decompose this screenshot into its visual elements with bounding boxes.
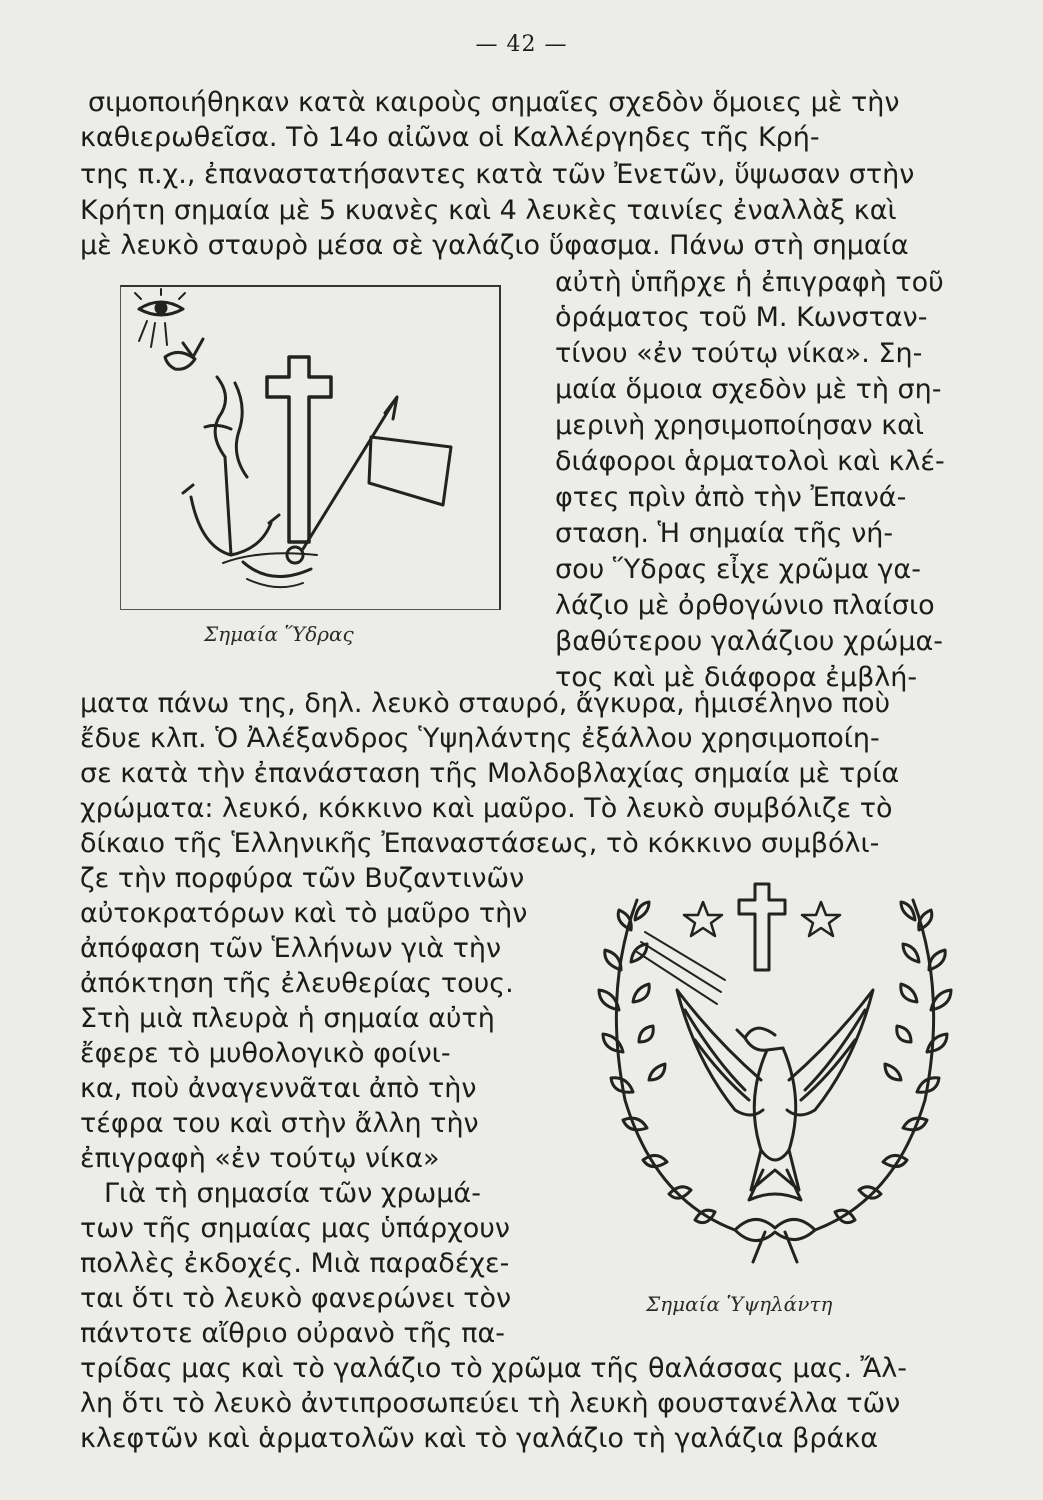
text-line: χρώματα: λευκό, κόκκινο καὶ μαῦρο. Τὸ λευκὸ συμβόλιζε τὸ bbox=[80, 793, 893, 824]
text-line: της π.χ., ἐπαναστατήσαντες κατὰ τῶν Ἐνετῶν, ὕψωσαν στὴν bbox=[80, 159, 915, 190]
text-line: μερινὴ χρησιμοποίησαν καὶ bbox=[555, 410, 925, 441]
text-line: μαία ὅμοια σχεδὸν μὲ τὴ ση- bbox=[555, 374, 942, 405]
text-line: δίκαιο τῆς Ἑλληνικῆς Ἐπαναστάσεως, τὸ κόκκινο συμβόλι- bbox=[80, 828, 880, 859]
text-line: κα, ποὺ ἀναγεννᾶται ἀπὸ τὴν bbox=[80, 1073, 477, 1104]
ypsilantis-flag-caption: Σημαία Ὑψηλάντη bbox=[646, 1292, 833, 1316]
text-line: τίνου «ἐν τούτῳ νίκα». Ση- bbox=[555, 338, 923, 369]
hydra-flag-caption: Σημαία Ὕδρας bbox=[204, 622, 354, 646]
text-line: ἀπόκτηση τῆς ἐλευθερίας τους. bbox=[80, 968, 514, 999]
text-line: κλεφτῶν καὶ ἁρματολῶν καὶ τὸ γαλάζιο τὴ γαλάζια βράκα bbox=[80, 1423, 879, 1454]
text-line: πάντοτε αἴθριο οὐρανὸ τῆς πα- bbox=[80, 1318, 506, 1349]
text-line: σιμοποιήθηκαν κατὰ καιροὺς σημαῖες σχεδὸν ὅμοιες μὲ τὴν bbox=[88, 87, 900, 118]
text-line: Στὴ μιὰ πλευρὰ ἡ σημαία αὐτὴ bbox=[80, 1003, 495, 1034]
text-line: ζε τὴν πορφύρα τῶν Βυζαντινῶν bbox=[80, 863, 525, 894]
text-line: αὐτὴ ὑπῆρχε ἡ ἐπιγραφὴ τοῦ bbox=[555, 267, 944, 298]
text-line: πολλὲς ἐκδοχές. Μιὰ παραδέχε- bbox=[80, 1248, 510, 1279]
text-line: σου Ὕδρας εἶχε χρῶμα γα- bbox=[555, 554, 921, 585]
hydra-flag-figure bbox=[120, 285, 501, 610]
text-line: βαθύτερου γαλάζιου χρώμα- bbox=[555, 626, 944, 657]
text-line: αὐτοκρατόρων καὶ τὸ μαῦρο τὴν bbox=[80, 898, 528, 929]
text-line: τος καὶ μὲ διάφορα ἐμβλή- bbox=[555, 662, 918, 693]
hydra-flag-drawing-icon bbox=[121, 287, 499, 609]
text-line: των τῆς σημαίας μας ὑπάρχουν bbox=[80, 1213, 510, 1244]
text-line: φτες πρὶν ἀπὸ τὴν Ἐπανά- bbox=[555, 482, 907, 513]
text-line: Γιὰ τὴ σημασία τῶν χρωμά- bbox=[104, 1178, 481, 1209]
text-line: ται ὅτι τὸ λευκὸ φανερώνει τὸν bbox=[80, 1283, 512, 1314]
text-line: ἐπιγραφὴ «ἐν τούτῳ νίκα» bbox=[80, 1143, 440, 1174]
text-line: Κρήτη σημαία μὲ 5 κυανὲς καὶ 4 λευκὲς ταινίες ἐναλλὰξ καὶ bbox=[80, 195, 897, 226]
text-line: μὲ λευκὸ σταυρὸ μέσα σὲ γαλάζιο ὕφασμα. Πάνω στὴ σημαία bbox=[80, 230, 909, 261]
text-line: ἀπόφαση τῶν Ἑλλήνων γιὰ τὴν bbox=[80, 933, 502, 964]
text-line: ἔφερε τὸ μυθολογικὸ φοίνι- bbox=[80, 1038, 451, 1069]
text-line: τρίδας μας καὶ τὸ γαλάζιο τὸ χρῶμα τῆς θαλάσσας μας. Ἄλ- bbox=[80, 1353, 908, 1384]
text-line: λη ὅτι τὸ λευκὸ ἀντιπροσωπεύει τὴ λευκὴ φουστανέλλα τῶν bbox=[80, 1388, 901, 1419]
text-line: σε κατὰ τὴν ἐπανάσταση τῆς Μολδοβλαχίας σημαία μὲ τρία bbox=[80, 758, 900, 789]
page-number: — 42 — bbox=[475, 32, 568, 57]
text-line: ματα πάνω της, δηλ. λευκὸ σταυρό, ἄγκυρα, ἡμισέληνο ποὺ bbox=[80, 688, 891, 719]
text-line: τέφρα του καὶ στὴν ἄλλη τὴν bbox=[80, 1108, 479, 1139]
text-line: διάφοροι ἁρματολοὶ καὶ κλέ- bbox=[555, 446, 945, 477]
text-line: σταση. Ἡ σημαία τῆς νή- bbox=[555, 518, 894, 549]
text-line: ὁράματος τοῦ Μ. Κωνσταν- bbox=[555, 302, 928, 333]
ypsilantis-flag-drawing-icon bbox=[585, 870, 965, 1270]
text-line: ἔδυε κλπ. Ὁ Ἀλέξανδρος Ὑψηλάντης ἐξάλλου χρησιμοποίη- bbox=[80, 723, 880, 754]
text-line: λάζιο μὲ ὀρθογώνιο πλαίσιο bbox=[555, 590, 935, 621]
text-line: καθιερωθεῖσα. Τὸ 14ο αἰῶνα οἱ Καλλέργηδες τῆς Κρή- bbox=[80, 122, 820, 153]
